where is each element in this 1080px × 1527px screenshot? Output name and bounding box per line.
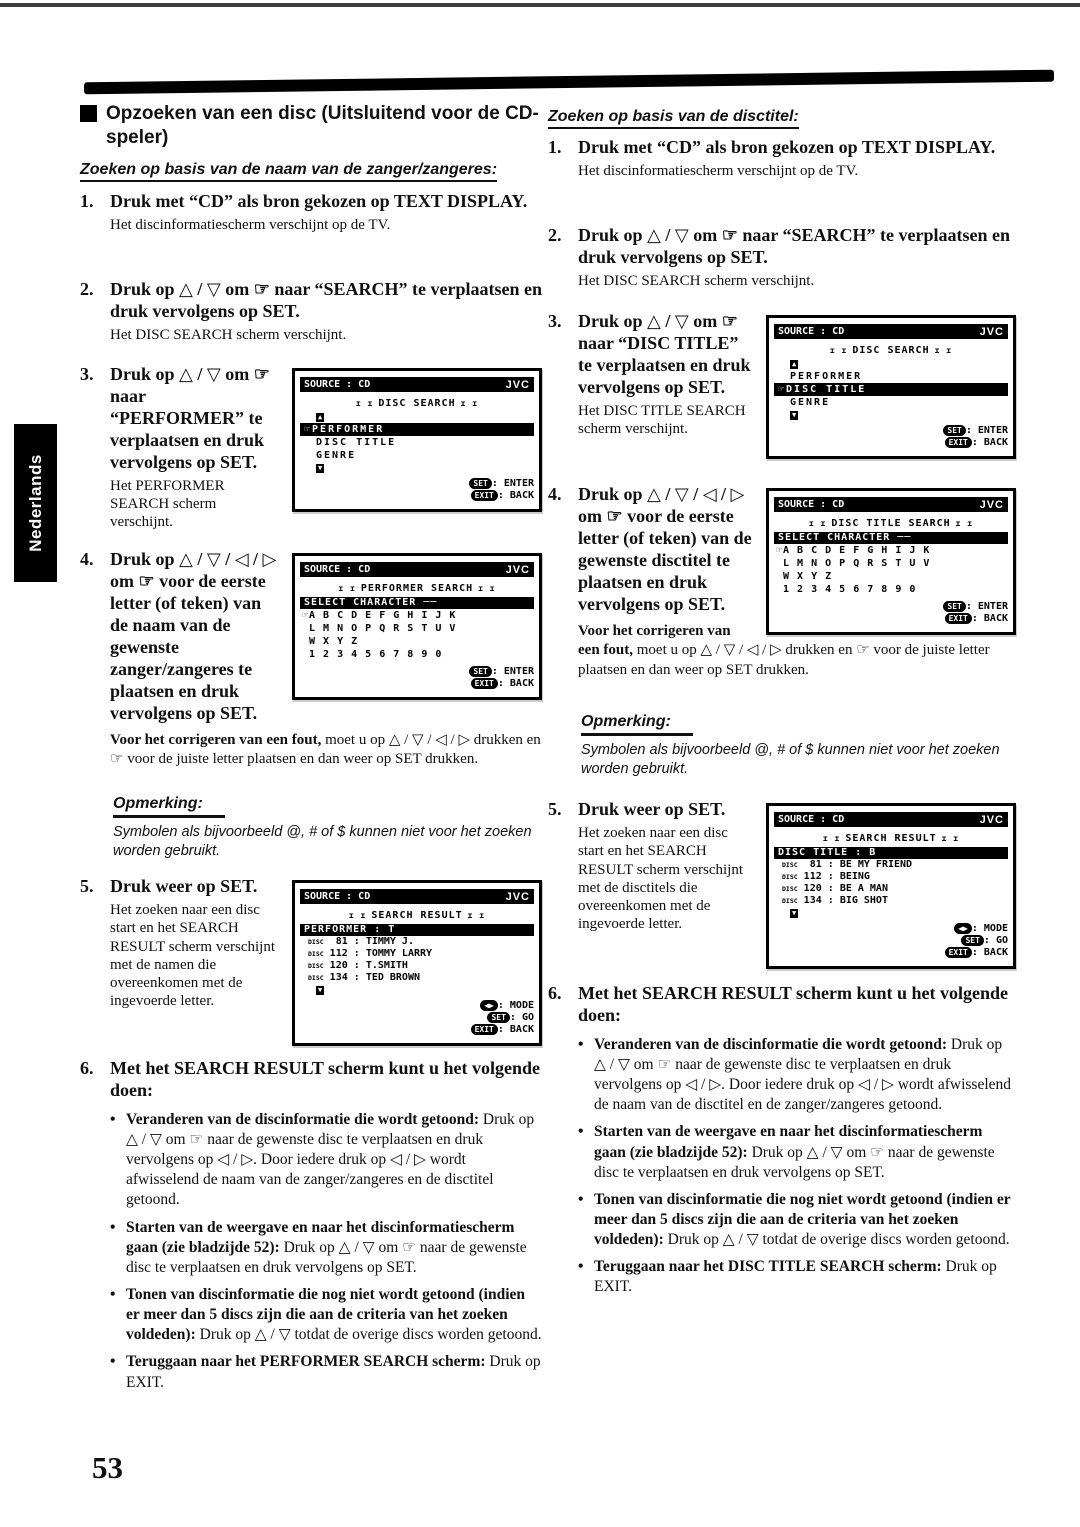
up-arrow-icon: ▲: [318, 413, 323, 421]
deco-marks: ɪ ɪ: [355, 399, 374, 408]
correction-note: Voor het corrigeren van een fout, moet u op △ / ▽ / ◁ / ▷ drukken en ☞ voor de juiste letter plaatsen en dan weer op SET drukken.: [578, 622, 990, 678]
step-4: [80, 549, 542, 770]
osd-screen-title: ɪ ɪ SEARCH RESULT ɪ ɪ: [348, 910, 486, 921]
step-number: 4.: [80, 549, 94, 569]
deco-marks: ɪ ɪ: [829, 346, 848, 355]
char-row: W X Y Z: [776, 571, 833, 582]
osd-menu-item: PERFORMER: [790, 371, 863, 382]
bullet-item: • Teruggaan naar het DISC TITLE SEARCH scherm: Druk op EXIT.: [578, 1257, 1016, 1297]
set-key-badge: SET: [943, 425, 965, 436]
step-lead: Druk met “CD” als bron gekozen op TEXT DISPLAY.: [110, 191, 528, 211]
step-lead: Druk op △ / ▽ om ☞ naar “PERFORMER” te verplaatsen en druk vervolgens op SET.: [110, 364, 270, 472]
section-title: [80, 102, 542, 151]
osd-menu-item: GENRE: [790, 397, 831, 408]
exit-key-badge: EXIT: [945, 437, 972, 448]
osd-select-character-bar: SELECT CHARACTER ──: [300, 597, 534, 609]
bullet-dot: [578, 1190, 594, 1250]
osd-menu-item: GENRE: [316, 450, 357, 461]
step-note: Het zoeken naar een disc start en het SEARCH RESULT scherm verschijnt met de disctitels die overeenkomen met de ingevoerde letter.: [578, 824, 743, 933]
step-lead: Druk op △ / ▽ om ☞ naar “SEARCH” te verplaatsen en druk vervolgens op SET.: [578, 225, 1010, 267]
step-number: 3.: [80, 364, 94, 384]
bullet-item: • Veranderen van de discinformatie die wordt getoond: Druk op △ / ▽ om ☞ naar de gewenste disc te verplaatsen en druk vervolgens op ◁ / ▷. Door iedere druk op ◁ / ▷ wordt afwisselend de naam van de zanger/zangeres en de disctitel getoond.: [110, 1110, 542, 1211]
subtitle-performer-search: Zoeken op basis van de naam van de zanger/zangeres:: [80, 161, 497, 182]
deco-marks: ɪ ɪ: [808, 519, 827, 528]
exit-key-badge: EXIT: [945, 613, 972, 624]
osd-screen-title: ɪ ɪ DISC SEARCH ɪ ɪ: [355, 398, 479, 409]
step-2: [548, 225, 1016, 290]
osd-character-grid: [774, 544, 1008, 596]
jvc-logo: JVC: [979, 813, 1004, 826]
down-arrow-icon: ▼: [318, 986, 323, 994]
step-note: Het PERFORMER SEARCH scherm verschijnt.: [110, 477, 225, 531]
bullet-list: [578, 1035, 1016, 1298]
step-4: [548, 484, 1016, 680]
deco-marks: ɪ ɪ: [478, 584, 496, 593]
step-6: [80, 1058, 542, 1393]
language-tab: [14, 424, 57, 582]
step-note: Het DISC TITLE SEARCH scherm verschijnt.: [578, 402, 746, 438]
remark-block: [581, 713, 1049, 779]
set-key-badge: SET: [469, 478, 491, 489]
osd-source-bar: [300, 562, 534, 577]
osd-menu-item: DISC TITLE: [316, 437, 397, 448]
result-row: DISC 134 : TED BROWN: [308, 972, 420, 983]
char-row: ☞A B C D E F G H I J K: [776, 545, 931, 556]
step-note: Het zoeken naar een disc start en het SEARCH RESULT scherm verschijnt met de namen die overeenkomen met de ingevoerde letter.: [110, 901, 275, 1010]
step-number: 5.: [80, 876, 94, 896]
osd-source-label: SOURCE : CD: [304, 891, 371, 902]
section-bullet-square: [80, 105, 97, 122]
subtitle-disc-title-search: Zoeken op basis van de disctitel:: [548, 108, 799, 129]
deco-marks: ɪ ɪ: [934, 346, 953, 355]
set-key-badge: SET: [487, 1012, 509, 1023]
osd-legend: ◀▶ : MODE SET : GO EXIT : BACK: [774, 923, 1008, 959]
correction-note: Voor het corrigeren van een fout, moet u op △ / ▽ / ◁ / ▷ drukken en ☞ voor de juiste letter plaatsen en dan weer op SET drukken.: [110, 731, 541, 768]
deco-marks: ɪ ɪ: [467, 911, 486, 920]
osd-source-label: SOURCE : CD: [778, 814, 845, 825]
osd-result-criteria-bar: PERFORMER : T: [300, 924, 534, 936]
bullet-dot: [578, 1035, 594, 1116]
bullet-dot: [578, 1257, 594, 1297]
osd-screen-title: ɪ ɪ PERFORMER SEARCH ɪ ɪ: [338, 583, 496, 594]
jvc-logo: JVC: [979, 498, 1004, 511]
step-lead: Druk op △ / ▽ / ◁ / ▷ om ☞ voor de eerste letter (of teken) van de gewenste disctitel te plaatsen en druk vervolgens op SET.: [578, 484, 752, 614]
char-row: 1 2 3 4 5 6 7 8 9 0: [776, 584, 917, 595]
step-number: 1.: [548, 137, 562, 157]
bullet-list: [110, 1110, 542, 1393]
osd-source-bar: [774, 812, 1008, 827]
step-number: 5.: [548, 799, 562, 819]
up-arrow-icon: ▲: [792, 360, 797, 368]
osd-source-label: SOURCE : CD: [778, 499, 845, 510]
char-row: 1 2 3 4 5 6 7 8 9 0: [302, 649, 443, 660]
osd-source-bar: [300, 889, 534, 904]
osd-menu-item-selected: ☞DISC TITLE: [774, 383, 1008, 396]
step-3: [80, 364, 542, 532]
bullet-item: • Starten van de weergave en naar het discinformatiescherm gaan (zie bladzijde 52): Druk op △ / ▽ om ☞ naar de gewenste disc te verplaatsen en druk vervolgens op SET.: [110, 1218, 542, 1278]
deco-marks: ɪ ɪ: [941, 834, 960, 843]
step-2: [80, 279, 542, 344]
step-number: 3.: [548, 311, 562, 331]
char-row: L M N O P Q R S T U V: [776, 558, 931, 569]
step-lead: Druk met “CD” als bron gekozen op TEXT DISPLAY.: [578, 137, 996, 157]
step-number: 1.: [80, 191, 94, 211]
char-row: ☞A B C D E F G H I J K: [302, 610, 457, 621]
step-number: 2.: [80, 279, 94, 299]
down-arrow-icon: ▼: [318, 464, 323, 472]
bullet-item: • Tonen van discinformatie die nog niet wordt getoond (indien er meer dan 5 discs zijn die aan de criteria van het zoeken voldeden): Druk op △ / ▽ totdat de overige discs worden getoond.: [110, 1285, 542, 1345]
step-6: [548, 983, 1016, 1298]
left-column: [80, 0, 542, 1527]
osd-source-label: SOURCE : CD: [778, 326, 845, 337]
osd-search-result-screen: [292, 880, 542, 1046]
osd-screen-title: ɪ ɪ SEARCH RESULT ɪ ɪ: [822, 833, 960, 844]
osd-disc-search-screen: [292, 368, 542, 512]
exit-key-badge: EXIT: [471, 490, 498, 501]
cursor-hand-icon: ☞: [304, 424, 313, 435]
step-number: 4.: [548, 484, 562, 504]
deco-marks: ɪ ɪ: [348, 911, 367, 920]
osd-result-rows: [300, 936, 534, 984]
right-column: [548, 0, 1016, 1527]
deco-marks: ɪ ɪ: [822, 834, 841, 843]
step-lead: Druk op △ / ▽ / ◁ / ▷ om ☞ voor de eerste letter (of teken) van de naam van de gewenste zanger/zangeres te plaatsen en druk vervolgens op SET.: [110, 549, 277, 723]
osd-search-result-screen: [766, 803, 1016, 969]
osd-screen-title: ɪ ɪ DISC TITLE SEARCH ɪ ɪ: [808, 518, 974, 529]
osd-disc-title-search-screen: [766, 488, 1016, 635]
step-lead: Druk op △ / ▽ om ☞ naar “DISC TITLE” te verplaatsen en druk vervolgens op SET.: [578, 311, 751, 397]
page-number: 53: [92, 1450, 123, 1485]
bullet-dot: [110, 1285, 126, 1345]
osd-legend: SET : ENTER EXIT : BACK: [300, 666, 534, 690]
set-key-badge: SET: [961, 935, 983, 946]
step-1: [548, 137, 1016, 180]
result-row: DISC 120 : T.SMITH: [308, 960, 408, 971]
jvc-logo: JVC: [505, 890, 530, 903]
osd-result-rows: [774, 859, 1008, 907]
mode-key-badge: ◀▶: [480, 1000, 498, 1011]
remark-text: Symbolen als bijvoorbeeld @, # of $ kunnen niet voor het zoeken worden gebruikt.: [113, 824, 532, 859]
step-number: 6.: [548, 983, 562, 1003]
step-1: [80, 191, 542, 234]
bullet-item: • Veranderen van de discinformatie die wordt getoond: Druk op △ / ▽ om ☞ naar de gewenste disc te verplaatsen en druk vervolgens op ◁ / ▷. Door iedere druk op ◁ / ▷ wordt afwisselend de naam van de disctitel en de zanger/zangeres getoond.: [578, 1035, 1016, 1116]
jvc-logo: JVC: [979, 325, 1004, 338]
language-tab-label: Nederlands: [25, 454, 45, 552]
result-row: DISC 134 : BIG SHOT: [782, 895, 888, 906]
bullet-dot: [110, 1352, 126, 1392]
step-5: [80, 876, 542, 1052]
osd-character-grid: [300, 609, 534, 661]
mode-key-badge: ◀▶: [954, 923, 972, 934]
deco-marks: ɪ ɪ: [460, 399, 479, 408]
bullet-dot: [110, 1218, 126, 1278]
step-number: 2.: [548, 225, 562, 245]
bullet-dot: [578, 1122, 594, 1182]
bullet-dot: [110, 1110, 126, 1211]
step-number: 6.: [80, 1058, 94, 1078]
osd-menu-item-selected: ☞PERFORMER: [300, 423, 534, 436]
osd-legend: SET : ENTER EXIT : BACK: [300, 478, 534, 502]
jvc-logo: JVC: [505, 563, 530, 576]
osd-source-bar: [300, 377, 534, 392]
jvc-logo: JVC: [505, 378, 530, 391]
osd-legend: SET : ENTER EXIT : BACK: [774, 425, 1008, 449]
osd-disc-search-screen: [766, 315, 1016, 459]
bullet-item: • Teruggaan naar het PERFORMER SEARCH scherm: Druk op EXIT.: [110, 1352, 542, 1392]
osd-source-bar: [774, 497, 1008, 512]
step-note: Het DISC SEARCH scherm verschijnt.: [578, 272, 815, 289]
osd-result-criteria-bar: DISC TITLE : B: [774, 847, 1008, 859]
step-lead: Druk weer op SET.: [578, 799, 726, 819]
osd-source-label: SOURCE : CD: [304, 564, 371, 575]
result-row: DISC 112 : TOMMY LARRY: [308, 948, 433, 959]
set-key-badge: SET: [469, 666, 491, 677]
osd-performer-search-screen: [292, 553, 542, 700]
remark-title: Opmerking:: [581, 713, 693, 736]
cursor-hand-icon: ☞: [778, 384, 787, 395]
result-row: DISC 112 : BEING: [782, 871, 870, 882]
step-lead: Druk op △ / ▽ om ☞ naar “SEARCH” te verplaatsen en druk vervolgens op SET.: [110, 279, 542, 321]
char-row: L M N O P Q R S T U V: [302, 623, 457, 634]
remark-title: Opmerking:: [113, 795, 225, 818]
remark-text: Symbolen als bijvoorbeeld @, # of $ kunnen niet voor het zoeken worden gebruikt.: [581, 742, 1000, 777]
result-row: DISC 81 : TIMMY J.: [308, 936, 414, 947]
set-key-badge: SET: [943, 601, 965, 612]
step-lead: Druk weer op SET.: [110, 876, 258, 896]
remark-block: [113, 795, 575, 861]
step-lead: Met het SEARCH RESULT scherm kunt u het volgende doen:: [110, 1058, 541, 1100]
bullet-item: • Tonen van discinformatie die nog niet wordt getoond (indien er meer dan 5 discs zijn die aan de criteria van het zoeken voldeden): Druk op △ / ▽ totdat de overige discs worden getoond.: [578, 1190, 1016, 1250]
deco-marks: ɪ ɪ: [338, 584, 356, 593]
down-arrow-icon: ▼: [792, 909, 797, 917]
result-row: DISC 120 : BE A MAN: [782, 883, 888, 894]
down-arrow-icon: ▼: [792, 411, 797, 419]
step-lead: Met het SEARCH RESULT scherm kunt u het volgende doen:: [578, 983, 1009, 1025]
osd-screen-title: ɪ ɪ DISC SEARCH ɪ ɪ: [829, 345, 953, 356]
step-5: [548, 799, 1016, 975]
deco-marks: ɪ ɪ: [955, 519, 974, 528]
section-title-text: Opzoeken van een disc (Uitsluitend voor de CD-speler): [106, 103, 539, 149]
osd-source-bar: [774, 324, 1008, 339]
char-row: W X Y Z: [302, 636, 359, 647]
step-note: Het DISC SEARCH scherm verschijnt.: [110, 326, 347, 343]
result-row: DISC 81 : BE MY FRIEND: [782, 859, 913, 870]
step-3: [548, 311, 1016, 465]
bullet-item: • Starten van de weergave en naar het discinformatiescherm gaan (zie bladzijde 52): Druk op △ / ▽ om ☞ naar de gewenste disc te verplaatsen en druk vervolgens op SET.: [578, 1122, 1016, 1182]
exit-key-badge: EXIT: [945, 947, 972, 958]
osd-legend: SET : ENTER EXIT : BACK: [774, 601, 1008, 625]
exit-key-badge: EXIT: [471, 1024, 498, 1035]
osd-legend: ◀▶ : MODE SET : GO EXIT : BACK: [300, 1000, 534, 1036]
osd-source-label: SOURCE : CD: [304, 379, 371, 390]
step-note: Het discinformatiescherm verschijnt op de TV.: [110, 216, 391, 233]
osd-select-character-bar: SELECT CHARACTER ──: [774, 532, 1008, 544]
exit-key-badge: EXIT: [471, 678, 498, 689]
step-note: Het discinformatiescherm verschijnt op de TV.: [578, 162, 859, 179]
